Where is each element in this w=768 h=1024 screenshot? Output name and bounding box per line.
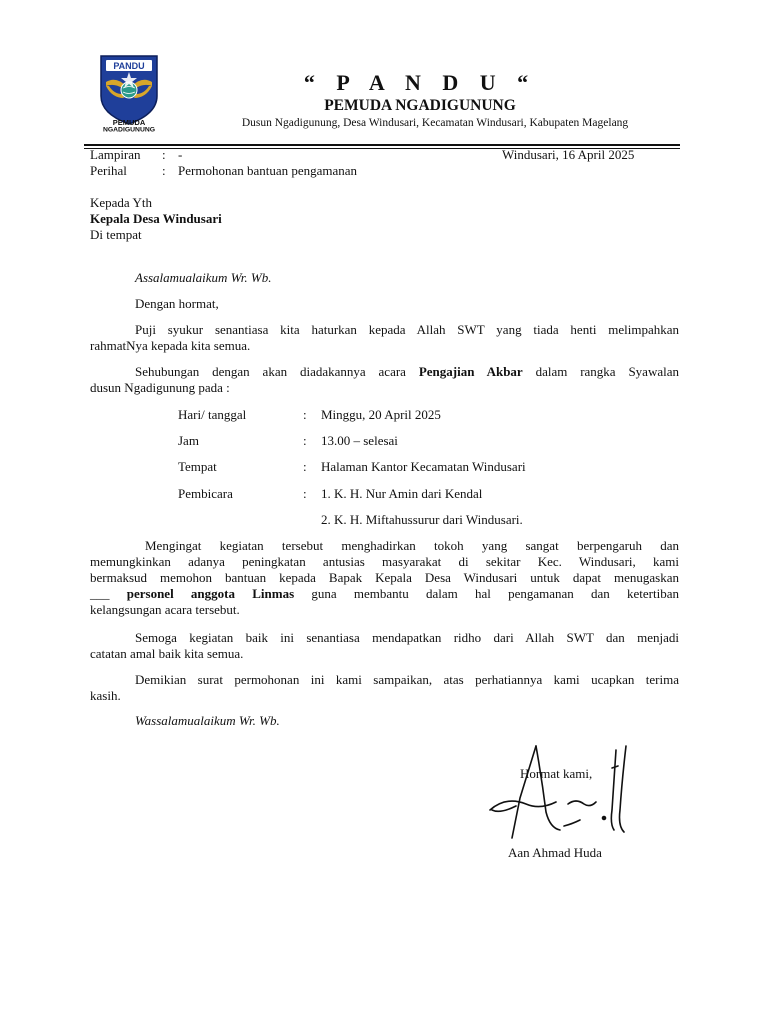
event-sep-date: : <box>303 407 307 422</box>
paragraph-4 <box>90 630 679 662</box>
event-label-speaker: Pembicara <box>178 486 233 501</box>
event-sep-place: : <box>303 459 307 474</box>
org-address: Dusun Ngadigunung, Desa Windusari, Kecamatan Windusari, Kabupaten Magelang <box>241 117 629 129</box>
recipient-line3: Di tempat <box>90 227 142 242</box>
opening: Dengan hormat, <box>135 296 219 311</box>
event-value-time: 13.00 – selesai <box>321 433 398 448</box>
perihal-label: Perihal <box>90 163 127 178</box>
event-sep-speaker: : <box>303 486 307 501</box>
recipient-line2: Kepala Desa Windusari <box>90 211 222 226</box>
event-label-date: Hari/ tanggal <box>178 407 247 422</box>
handwritten-signature <box>486 740 646 840</box>
org-title: “ P A N D U “ <box>303 70 537 95</box>
paragraph-1-line1: Puji syukur senantiasa kita haturkan kepada Allah SWT yang tiada henti melimpahkan <box>135 322 679 337</box>
event-value-date: Minggu, 20 April 2025 <box>321 407 441 422</box>
paragraph-2-line1: Sehubungan dengan akan diadakannya acara Pengajian Akbar dalam rangka Syawalan <box>135 364 679 379</box>
perihal-separator: : <box>162 163 166 178</box>
lampiran-label: Lampiran <box>90 147 141 162</box>
greeting: Assalamualaikum Wr. Wb. <box>135 270 272 285</box>
event-value-speaker2: 2. K. H. Miftahussurur dari Windusari. <box>321 512 523 527</box>
letter-date: Windusari, 16 April 2025 <box>502 147 635 162</box>
paragraph-5-line2: kasih. <box>90 688 121 703</box>
paragraph-4-line2: catatan amal baik kita semua. <box>90 646 244 661</box>
signature-greeting: Hormat kami, <box>520 766 593 781</box>
paragraph-3-line4: ___ personel anggota Linmas guna membantu dalam hal pengamanan dan ketertiban <box>90 586 680 601</box>
logo-top-text: PANDU <box>113 61 145 71</box>
paragraph-4-line1: Semoga kegiatan baik ini senantiasa mendapatkan ridho dari Allah SWT dan menjadi <box>135 630 679 645</box>
paragraph-3-line2: memungkinkan adanya peningkatan antusias masyarakat di sekitar Kec. Windusari, kami <box>90 554 679 569</box>
paragraph-3-line1: Mengingat kegiatan tersebut menghadirkan tokoh yang sangat berpengaruh dan <box>145 538 679 553</box>
paragraph-3-line5: kelangsungan acara tersebut. <box>90 602 240 617</box>
paragraph-5-line1: Demikian surat permohonan ini kami sampaikan, atas perhatiannya kami ucapkan terima <box>135 672 679 687</box>
logo-bottom-line1: PEMUDA <box>112 118 146 127</box>
paragraph-3 <box>90 538 679 618</box>
header-divider-thick <box>84 144 680 146</box>
lampiran-separator: : <box>162 147 166 162</box>
event-value-place: Halaman Kantor Kecamatan Windusari <box>321 459 526 474</box>
closing: Wassalamualaikum Wr. Wb. <box>135 713 280 728</box>
org-name: PEMUDA NGADIGUNUNG <box>324 97 516 114</box>
signer-name: Aan Ahmad Huda <box>508 845 602 860</box>
paragraph-1-line2: rahmatNya kepada kita semua. <box>90 338 251 353</box>
recipient-line1: Kepada Yth <box>90 195 152 210</box>
event-label-time: Jam <box>178 433 199 448</box>
event-sep-time: : <box>303 433 307 448</box>
paragraph-2 <box>90 364 679 396</box>
event-value-speaker1: 1. K. H. Nur Amin dari Kendal <box>321 486 483 501</box>
event-name: Pengajian Akbar <box>418 364 523 379</box>
paragraph-5 <box>90 672 679 704</box>
lampiran-value: - <box>178 147 183 162</box>
perihal-value: Permohonan bantuan pengamanan <box>178 163 358 178</box>
paragraph-1 <box>90 322 679 354</box>
linmas-personnel: personel anggota Linmas <box>126 586 295 601</box>
paragraph-2-line2: dusun Ngadigunung pada : <box>90 380 230 395</box>
paragraph-3-line3: bermaksud memohon bantuan kepada Bapak Kepala Desa Windusari untuk dapat menugaskan <box>90 570 679 585</box>
logo-bottom-line2: NGADIGUNUNG <box>102 126 156 132</box>
event-label-place: Tempat <box>178 459 217 474</box>
